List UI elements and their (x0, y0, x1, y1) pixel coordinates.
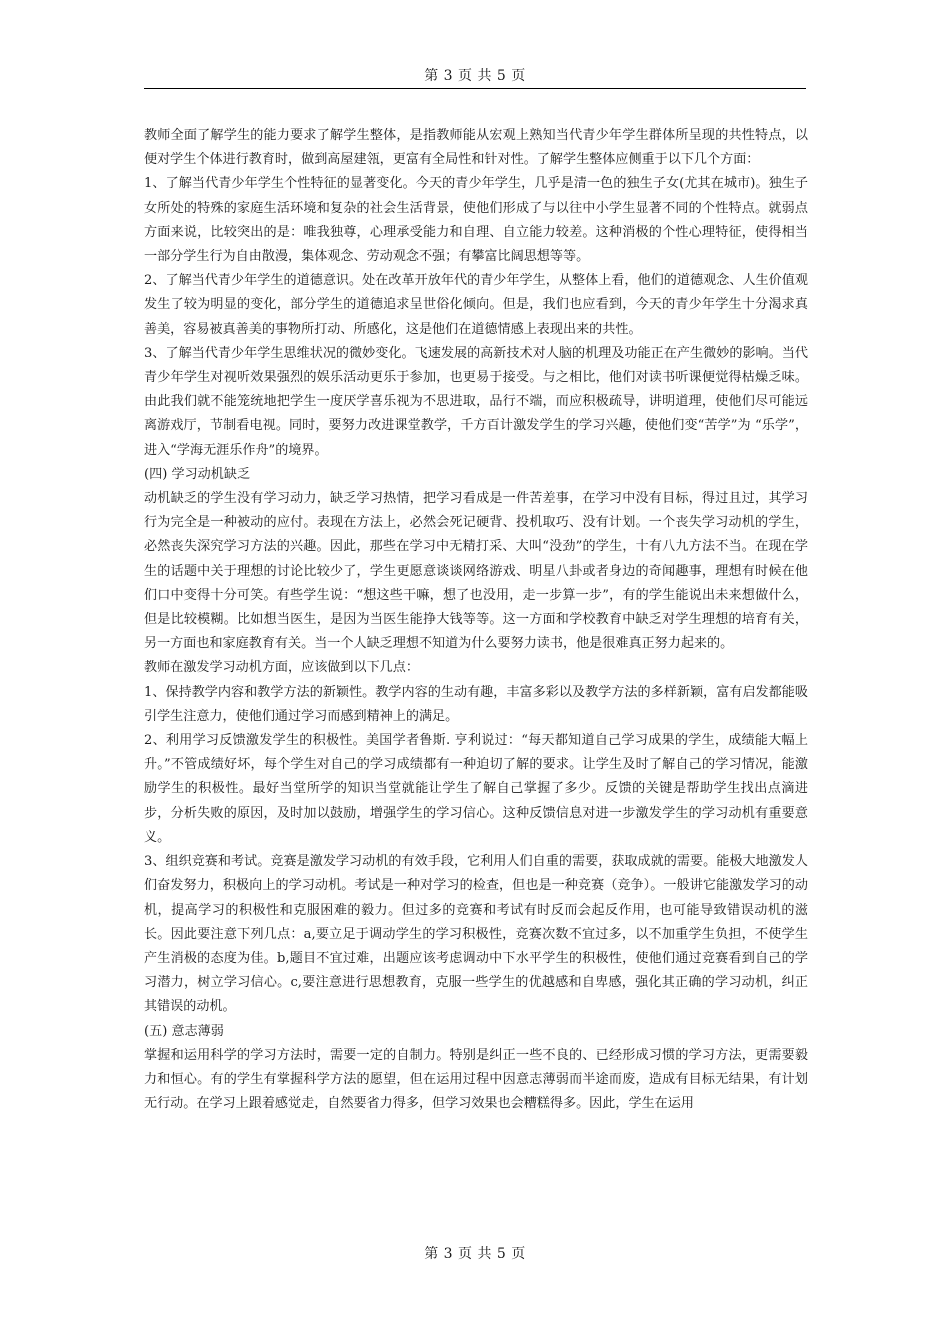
page-footer (144, 1244, 806, 1264)
header-divider (144, 88, 806, 89)
paragraph-teacher-points: 教师在激发学习动机方面，应该做到以下几点： (144, 660, 419, 676)
paragraph-intro: 教师全面了解学生的能力要求了解学生整体，是指教师能从宏观上熟知当代青少年学生群体所呈现的共性特点，以便对学生个体进行教育时，做到高屋建瓴，更富有全局性和针对性。了解学生整体应侧重于以下几个方面： (144, 128, 808, 168)
footer-page-label: 第 3 页 共 5 页 (424, 1246, 526, 1262)
paragraph-willpower: 掌握和运用科学的学习方法时，需要一定的自制力。特别是纠正一些不良的、已经形成习惯的学习方法，更需要毅力和恒心。有的学生有掌握科学方法的愿望，但在运用过程中因意志薄弱而半途而废，造成有目标无结果，有计划无行动。在学习上跟着感觉走，自然要省力得多，但学习效果也会糟糕得多。因此，学生在运用 (144, 1047, 808, 1112)
document-body (144, 124, 808, 1116)
page-header (144, 66, 806, 86)
paragraph-point-2: 2、了解当代青少年学生的道德意识。处在改革开放年代的青少年学生，从整体上看，他们的道德观念、人生价值观发生了较为明显的变化，部分学生的道德追求呈世俗化倾向。但是，我们也应看到，今天的青少年学生十分渴求真善美，容易被真善美的事物所打动、所感化，这是他们在道德情感上表现出来的共性。 (144, 273, 808, 337)
paragraph-item-1: 1、保持教学内容和教学方法的新颖性。教学内容的生动有趣，丰富多彩以及教学方法的多样新颖，富有启发都能吸引学生注意力，使他们通过学习而感到精神上的满足。 (144, 684, 808, 724)
paragraph-motivation: 动机缺乏的学生没有学习动力，缺乏学习热情，把学习看成是一件苦差事，在学习中没有目标，得过且过，其学习行为完全是一种被动的应付。表现在方法上，必然会死记硬背、投机取巧、没有计划。一个丧失学习动机的学生，必然丧失深究学习方法的兴趣。因此，那些在学习中无精打采、大叫“没劲”的学生，十有八九方法不当。在现在学生的话题中关于理想的讨论比较少了，学生更愿意谈谈网络游戏、明星八卦或者身边的奇闻趣事，理想有时候在他们口中变得十分可笑。有些学生说：“想这些干嘛，想了也没用，走一步算一步”，有的学生能说出未来想做什么，但是比较模糊。比如想当医生，是因为当医生能挣大钱等等。这一方面和学校教育中缺乏对学生理想的培育有关，另一方面也和家庭教育有关。当一个人缺乏理想不知道为什么要努力读书，他是很难真正努力起来的。 (144, 491, 808, 652)
paragraph-point-3: 3、了解当代青少年学生思维状况的微妙变化。飞速发展的高新技术对人脑的机理及功能正在产生微妙的影响。当代青少年学生对视听效果强烈的娱乐活动更乐于参加，也更易于接受。与之相比，他们对读书听课便觉得枯燥乏味。由此我们就不能笼统地把学生一度厌学喜乐视为不思进取，品行不端，而应积极疏导，讲明道理，使他们尽可能远离游戏厅，节制看电视。同时，要努力改进课堂教学，千方百计激发学生的学习兴趣，使他们变“苦学”为 “乐学”，进入“学海无涯乐作舟”的境界。 (144, 345, 808, 458)
paragraph-item-2: 2、利用学习反馈激发学生的积极性。美国学者鲁斯. 亨利说过：“每天都知道自己学习成果的学生，成绩能大幅上升。”不管成绩好坏，每个学生对自己的学习成绩都有一种迫切了解的要求。让学生及时了解自己的学习情况，能激励学生的积极性。最好当堂所学的知识当堂就能让学生了解自己掌握了多少。反馈的关键是帮助学生找出点滴进步，分析失败的原因，及时加以鼓励，增强学生的学习信心。这种反馈信息对进一步激发学生的学习动机有重要意义。 (144, 733, 808, 845)
paragraph-point-1: 1、了解当代青少年学生个性特征的显著变化。今天的青少年学生，几乎是清一色的独生子女(尤其在城市)。独生子女所处的特殊的家庭生活环境和复杂的社会生活背景，使他们形成了与以往中小学生显著不同的个性特点。就弱点方面来说，比较突出的是：唯我独尊，心理承受能力和自理、自立能力较差。这种消极的个性心理特征，使得相当一部分学生行为自由散漫，集体观念、劳动观念不强；有攀富比阔思想等等。 (144, 176, 808, 265)
header-page-label: 第 3 页 共 5 页 (424, 68, 526, 84)
section-heading-5: (五) 意志薄弱 (144, 1023, 224, 1039)
section-heading-4: (四) 学习动机缺乏 (144, 466, 251, 482)
paragraph-item-3: 3、组织竞赛和考试。竞赛是激发学习动机的有效手段，它利用人们自重的需要，获取成就的需要。能极大地激发人们奋发努力，积极向上的学习动机。考试是一种对学习的检查，但也是一种竞赛（竞争）。一般讲它能激发学习的动机，提高学习的积极性和克服困难的毅力。但过多的竞赛和考试有时反而会起反作用，也可能导致错误动机的滋长。因此要注意下列几点：a,要立足于调动学生的学习积极性，竞赛次数不宜过多，以不加重学生负担，不使学生产生消极的态度为佳。b,题目不宜过难，出题应该考虑调动中下水平学生的积极性，使他们通过竞赛看到自己的学习潜力，树立学习信心。c,要注意进行思想教育，克服一些学生的优越感和自卑感，强化其正确的学习动机，纠正其错误的动机。 (144, 854, 808, 1015)
